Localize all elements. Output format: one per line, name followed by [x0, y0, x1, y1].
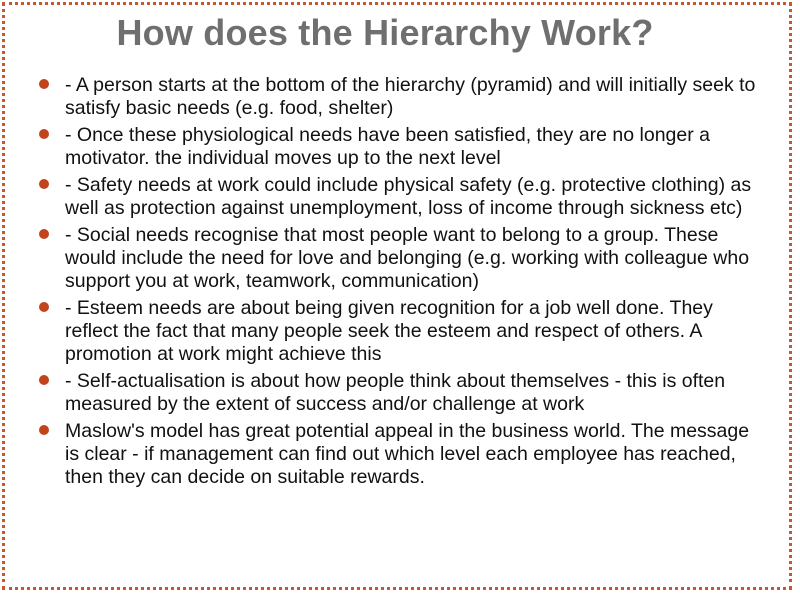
bullet-marker-icon — [39, 229, 49, 239]
bullet-list — [38, 74, 768, 493]
bullet-item — [38, 370, 768, 416]
bullet-text: - Once these physiological needs have been satisfied, they are no longer a motivator. the individual moves up to the next level — [65, 124, 710, 169]
bullet-item — [38, 124, 768, 170]
bullet-marker-icon — [39, 129, 49, 139]
bullet-item — [38, 297, 768, 366]
bullet-marker-icon — [39, 425, 49, 435]
bullet-text: - A person starts at the bottom of the hierarchy (pyramid) and will initially seek to satisfy basic needs (e.g. food, shelter) — [65, 74, 756, 119]
bullet-marker-icon — [39, 79, 49, 89]
bullet-text: Maslow's model has great potential appeal in the business world. The message is clear - if management can find out which level each employee has reached, then they can decide on suitable rewards. — [65, 420, 750, 488]
slide-title: How does the Hierarchy Work? — [116, 12, 654, 53]
bullet-text: - Esteem needs are about being given recognition for a job well done. They reflect the fact that many people seek the esteem and respect of others. A promotion at work might achieve this — [65, 297, 713, 365]
bullet-text: - Self-actualisation is about how people think about themselves - this is often measured by the extent of success and/or challenge at work — [65, 370, 726, 415]
bullet-item — [38, 420, 768, 489]
bullet-text: - Social needs recognise that most people want to belong to a group. These would include the need for love and belonging (e.g. working with colleague who support you at work, teamwork, communication) — [65, 224, 750, 292]
bullet-item — [38, 74, 768, 120]
bullet-marker-icon — [39, 302, 49, 312]
bullet-marker-icon — [39, 375, 49, 385]
bullet-item — [38, 174, 768, 220]
bullet-text: - Safety needs at work could include physical safety (e.g. protective clothing) as well as protection against unemployment, loss of income through sickness etc) — [65, 174, 752, 219]
bullet-marker-icon — [39, 179, 49, 189]
bullet-item — [38, 224, 768, 293]
